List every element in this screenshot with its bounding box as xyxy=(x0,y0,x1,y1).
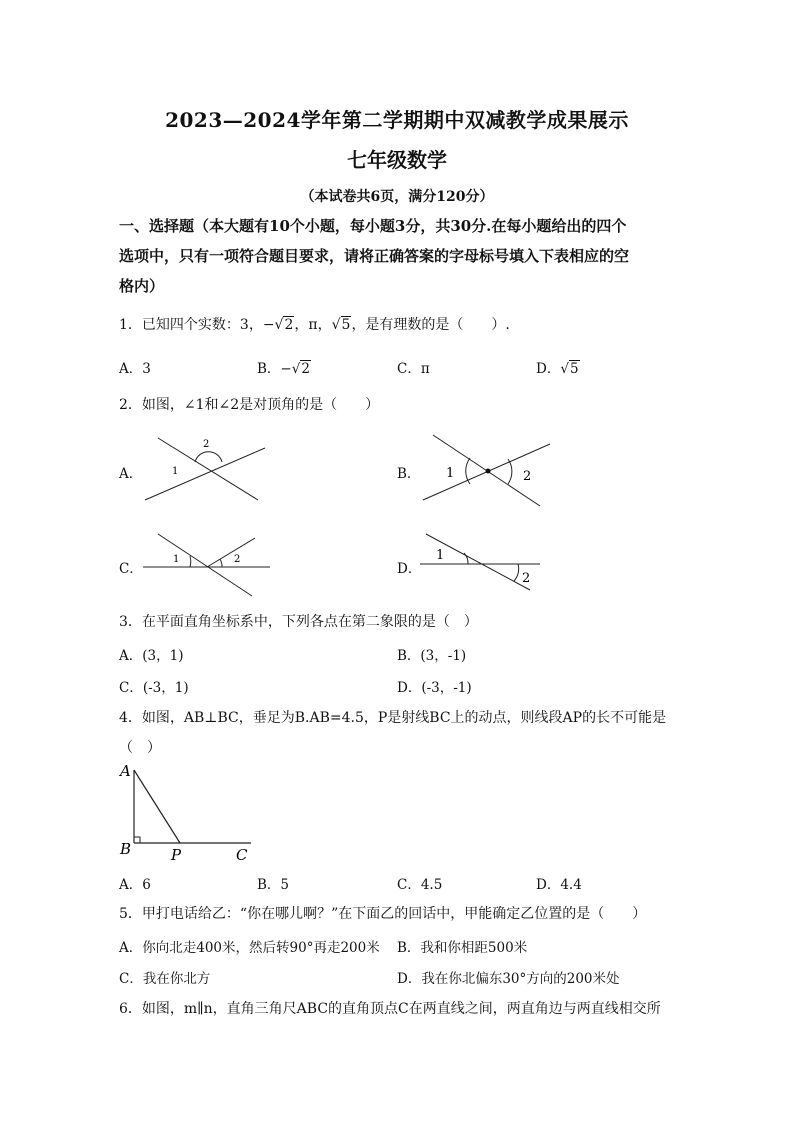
q3-option-c[interactable]: C．(-3，1) xyxy=(119,680,189,696)
q2-figure-c xyxy=(140,530,275,600)
q2-option-b[interactable]: B． xyxy=(397,466,421,482)
q6-stem: 6．如图，m∥n，直角三角尺ABC的直角顶点C在两直线之间，两直角边与两直线相交所 xyxy=(119,1001,661,1017)
exam-title: 2023—2024学年第二学期期中双减教学成果展示 xyxy=(165,108,629,132)
q2c-label-2: 2 xyxy=(234,554,241,565)
exam-note: （本试卷共6页，满分120分） xyxy=(300,189,494,205)
q5-option-a[interactable]: A．你向北走400米，然后转90°再走200米 xyxy=(119,940,380,956)
q2-option-d[interactable]: D． xyxy=(397,561,422,577)
q4-label-b: B xyxy=(120,840,132,858)
q2a-label-2: 2 xyxy=(203,439,210,450)
q3-option-b[interactable]: B．(3，-1) xyxy=(397,648,467,664)
q1-radicand-a: 2 xyxy=(284,317,294,333)
section1-line1: 一、选择题（本大题有10个小题，每小题3分，共30分.在每小题给出的四个 xyxy=(119,217,627,235)
q4-label-c: C xyxy=(236,846,248,864)
q1-stem: 1．已知四个实数：3，−√2，π，√5，是有理数的是（ ）. xyxy=(119,317,510,333)
q4-figure xyxy=(115,760,260,865)
q4-stem-paren: （ ） xyxy=(119,740,161,756)
q3-option-d[interactable]: D．(-3，-1) xyxy=(397,680,472,696)
q2a-label-1: 1 xyxy=(172,466,179,477)
q2-option-a[interactable]: A． xyxy=(119,466,143,482)
q4-option-a[interactable]: A．6 xyxy=(119,877,151,893)
q3-option-a[interactable]: A．(3，1) xyxy=(119,648,184,664)
section1-line2: 选项中，只有一项符合题目要求，请将正确答案的字母标号填入下表相应的空 xyxy=(119,247,630,265)
q1-option-c[interactable]: C．π xyxy=(397,361,430,377)
q4-option-b[interactable]: B．5 xyxy=(257,877,290,893)
q2d-label-1: 1 xyxy=(436,548,445,563)
q4-option-d[interactable]: D．4.4 xyxy=(536,877,582,893)
section1-line3: 格内） xyxy=(119,277,165,295)
q2-option-c[interactable]: C． xyxy=(119,561,143,577)
q5-stem: 5．甲打电话给乙：“你在哪儿啊？”在下面乙的回话中，甲能确定乙位置的是（ ） xyxy=(119,906,647,922)
q1-radicand-b: 5 xyxy=(341,317,351,333)
q5-option-c[interactable]: C．我在你北方 xyxy=(119,971,211,987)
q1-option-d[interactable]: D．√5 xyxy=(536,361,579,377)
q4-label-a: A xyxy=(120,762,131,780)
q5-option-b[interactable]: B．我和你相距500米 xyxy=(397,940,528,956)
q1-option-a[interactable]: A．3 xyxy=(119,361,151,377)
q3-stem: 3．在平面直角坐标系中，下列各点在第二象限的是（ ） xyxy=(119,614,478,630)
q5-option-d[interactable]: D．我在你北偏东30°方向的200米处 xyxy=(397,971,620,987)
q4-label-p: P xyxy=(171,846,182,864)
q4-option-c[interactable]: C．4.5 xyxy=(397,877,443,893)
q4-stem: 4．如图，AB⊥BC，垂足为B.AB=4.5，P是射线BC上的动点，则线段AP的长不可能是 xyxy=(119,710,667,726)
q2c-label-1: 1 xyxy=(173,554,180,565)
q2-figure-b xyxy=(418,430,553,510)
q1-option-b[interactable]: B．−√2 xyxy=(257,361,310,377)
q2-figure-a xyxy=(140,430,275,505)
exam-subtitle: 七年级数学 xyxy=(347,148,447,172)
q2-figure-d xyxy=(418,530,553,595)
q2b-label-2: 2 xyxy=(523,469,532,484)
q2b-label-1: 1 xyxy=(446,466,455,481)
q2-stem: 2．如图，∠1和∠2是对顶角的是（ ） xyxy=(119,397,380,413)
q2d-label-2: 2 xyxy=(522,571,531,586)
